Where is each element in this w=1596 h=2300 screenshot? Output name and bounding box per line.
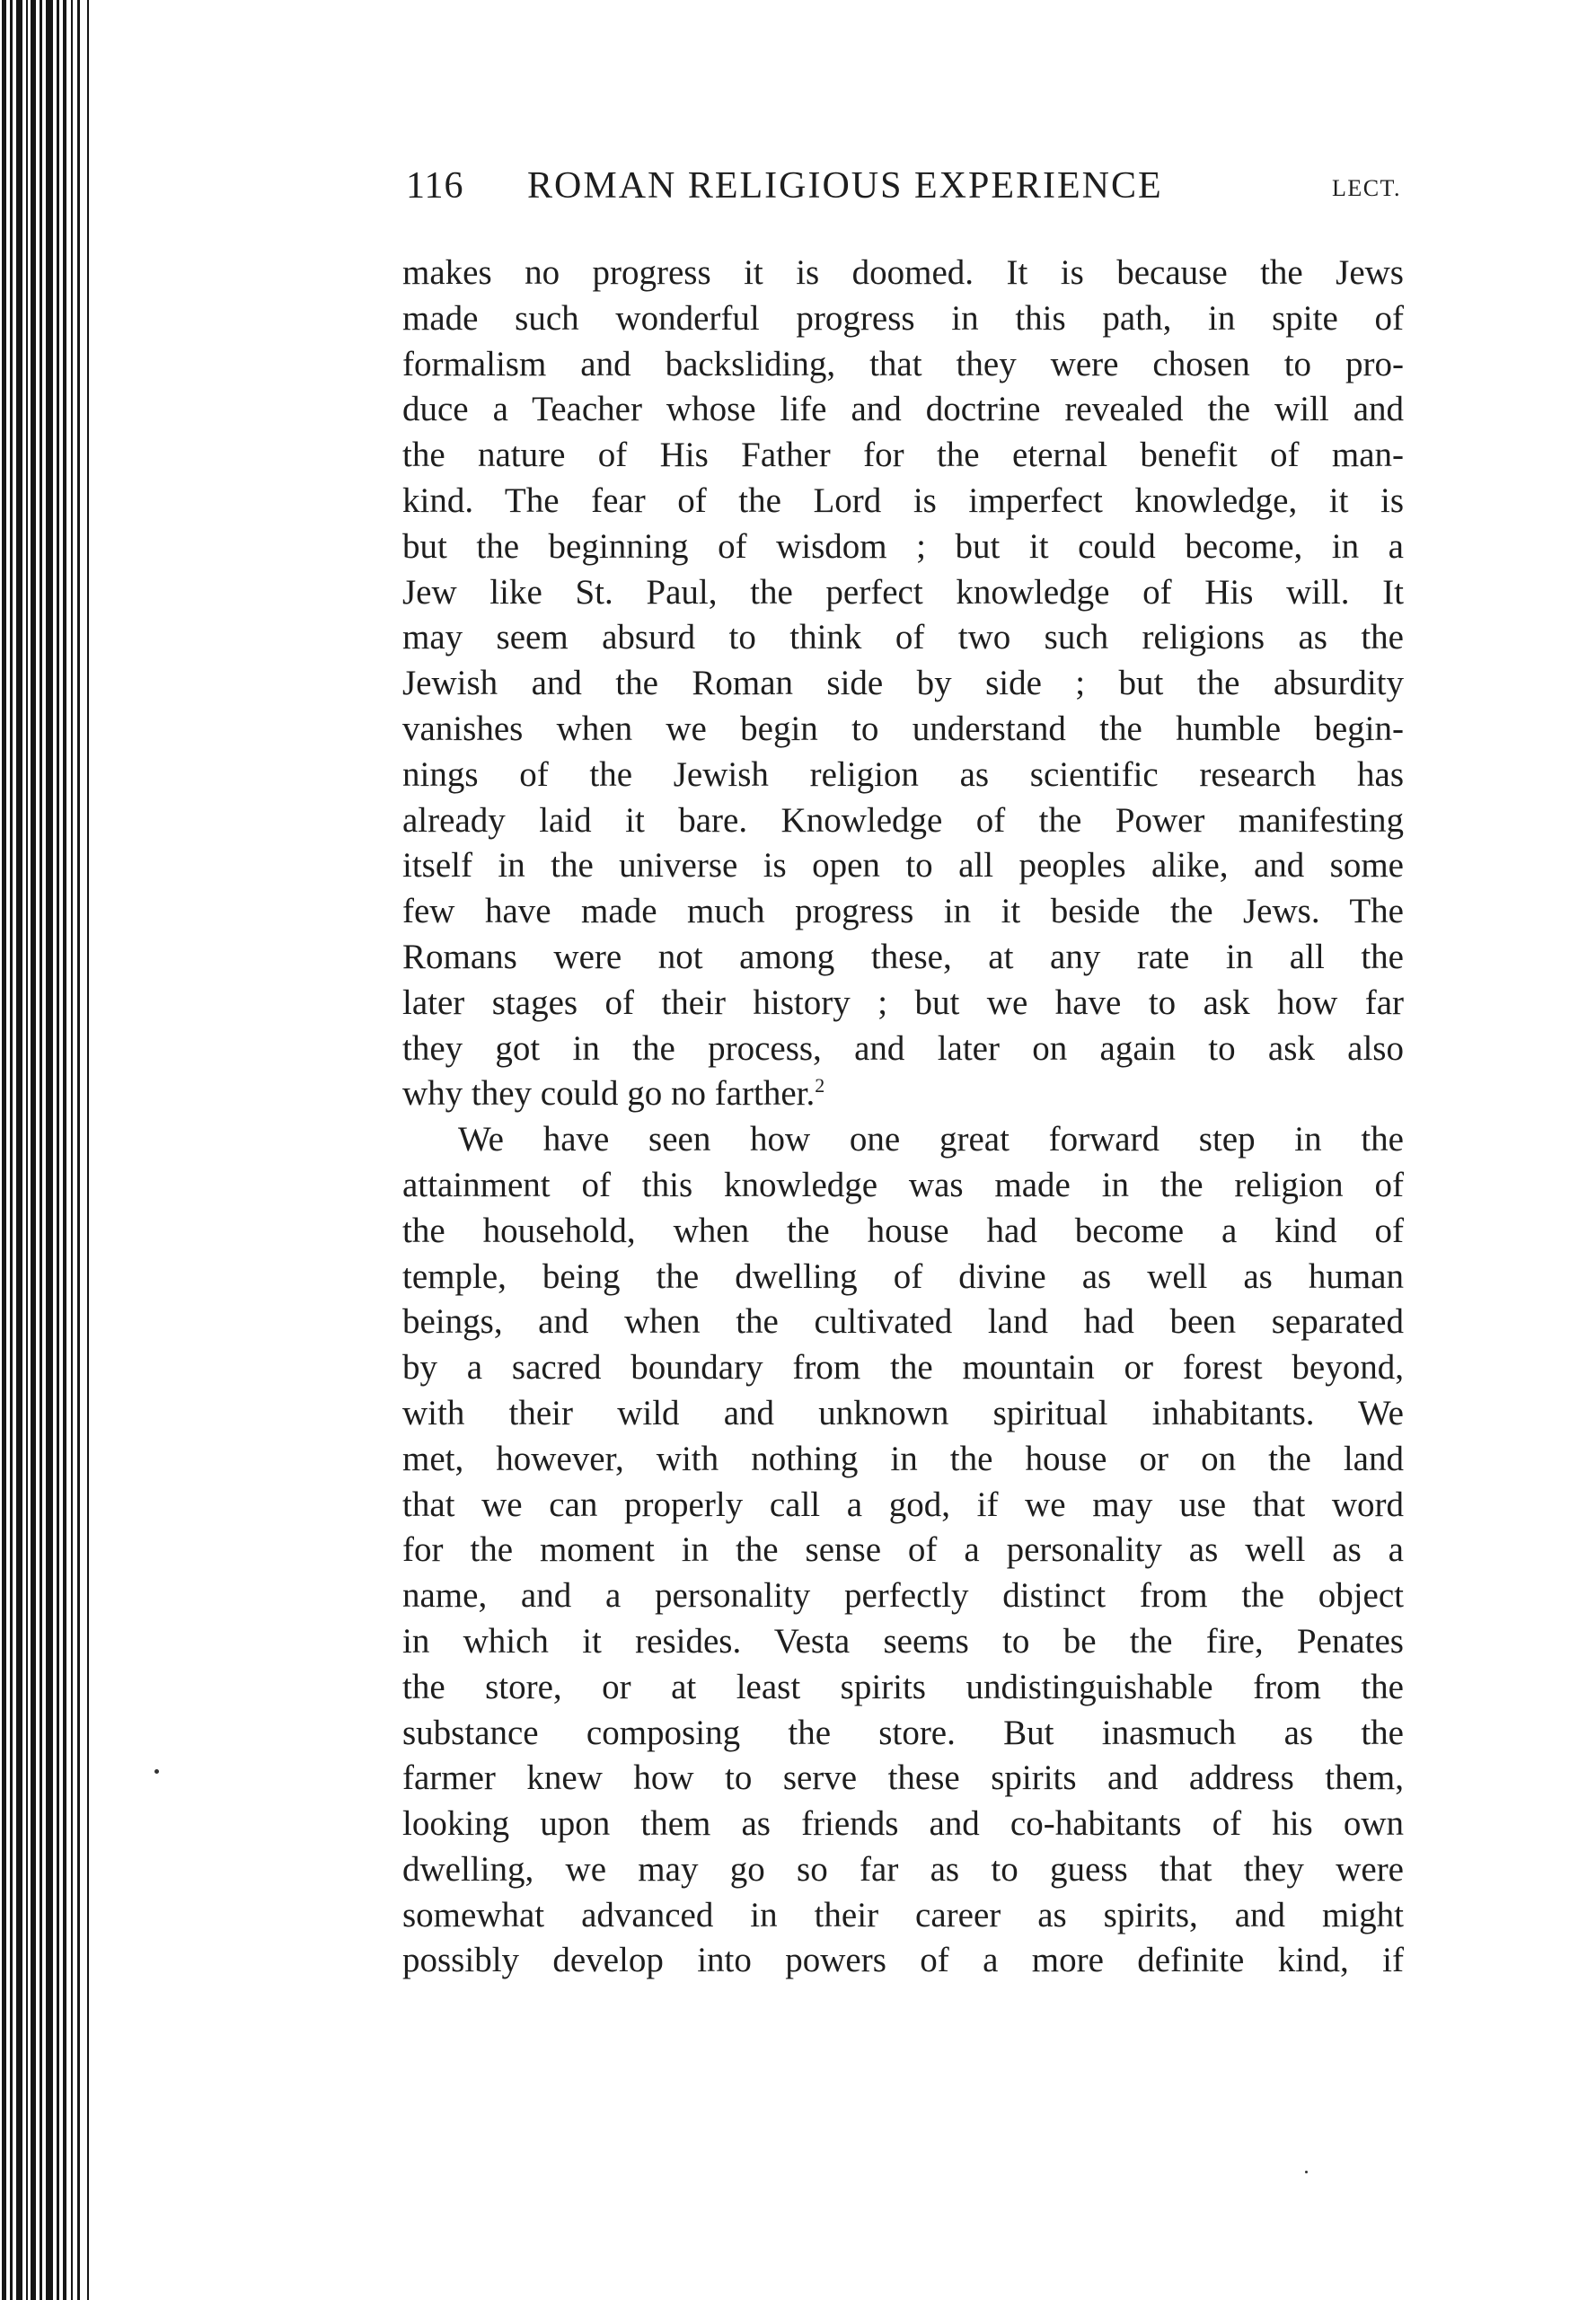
text-line-content: the household, when the house had become a kind of — [402, 1211, 1404, 1250]
text-line — [402, 1255, 1404, 1300]
text-line — [402, 1071, 1404, 1117]
text-line-content: that we can properly call a god, if we may use that word — [402, 1485, 1404, 1524]
text-line — [402, 1893, 1404, 1939]
text-line-content: itself in the universe is open to all peoples alike, and some — [402, 846, 1404, 886]
text-line — [402, 707, 1404, 753]
text-line-content: substance composing the store. But inasmuch as the — [402, 1713, 1404, 1752]
text-line — [402, 1163, 1404, 1209]
text-line — [402, 1300, 1404, 1345]
text-line-content: vanishes when we begin to understand the humble begin- — [402, 709, 1404, 748]
text-line-content: possibly develop into powers of a more definite kind, if — [402, 1941, 1404, 1980]
text-line-content: makes no progress it is doomed. It is because the Jews — [402, 253, 1404, 292]
text-line — [402, 1483, 1404, 1529]
text-line — [402, 1619, 1404, 1665]
text-line — [402, 1209, 1404, 1255]
footnote-marker: 2 — [815, 1074, 825, 1097]
text-line — [402, 753, 1404, 798]
section-marker: LECT. — [1331, 175, 1401, 201]
text-line — [402, 1665, 1404, 1711]
text-line-content: farmer knew how to serve these spirits and address them, — [402, 1758, 1404, 1798]
text-line — [402, 1437, 1404, 1483]
text-line — [402, 1938, 1404, 1984]
text-line-content: in which it resides. Vesta seems to be the fire, Penates — [402, 1621, 1404, 1661]
text-line-content: name, and a personality perfectly distinct from the object — [402, 1576, 1404, 1616]
text-line-content: by a sacred boundary from the mountain or forest beyond, — [402, 1348, 1404, 1388]
text-line — [402, 889, 1404, 935]
text-line-content: duce a Teacher whose life and doctrine revealed the will and — [402, 390, 1404, 429]
text-line-content: already laid it bare. Knowledge of the Power manifesting — [402, 800, 1404, 840]
text-line — [402, 1528, 1404, 1573]
text-line-content: dwelling, we may go so far as to guess that they were — [402, 1849, 1404, 1889]
page-header — [406, 164, 1401, 215]
text-line — [402, 661, 1404, 707]
text-line-content: the nature of His Father for the eternal benefit of man- — [402, 436, 1404, 475]
print-speck — [154, 1769, 159, 1774]
text-line — [402, 1027, 1404, 1072]
text-line — [402, 387, 1404, 433]
text-line-content: met, however, with nothing in the house or on the land — [402, 1439, 1404, 1478]
text-line — [402, 935, 1404, 981]
running-title: ROMAN RELIGIOUS EXPERIENCE — [527, 165, 1163, 207]
text-line-content: formalism and backsliding, that they were chosen to pro- — [402, 344, 1404, 383]
text-line — [402, 1573, 1404, 1619]
text-line-content: kind. The fear of the Lord is imperfect knowledge, it is — [402, 480, 1404, 520]
text-line — [402, 981, 1404, 1027]
text-line — [402, 251, 1404, 296]
body-text — [402, 251, 1404, 1984]
text-line-content: Jewish and the Roman side by side ; but the absurdity — [402, 664, 1404, 703]
text-line — [402, 1711, 1404, 1757]
text-line-content: why they could go no farther. — [402, 1074, 816, 1114]
text-line — [402, 1117, 1404, 1163]
text-line-content: the store, or at least spirits undistinguishable from the — [402, 1667, 1404, 1706]
page-number: 116 — [406, 165, 464, 207]
text-line-content: Jew like St. Paul, the perfect knowledge of His will. It — [402, 572, 1404, 612]
text-line — [402, 1756, 1404, 1802]
text-line-content: made such wonderful progress in this path, in spite of — [402, 298, 1404, 338]
print-speck — [1305, 2171, 1308, 2173]
text-line-content: nings of the Jewish religion as scientific research has — [402, 754, 1404, 794]
text-line-content: attainment of this knowledge was made in the religion of — [402, 1165, 1404, 1204]
text-line-content: with their wild and unknown spiritual inhabitants. We — [402, 1393, 1404, 1432]
text-line — [402, 342, 1404, 388]
text-line — [402, 1847, 1404, 1893]
text-line — [402, 1345, 1404, 1391]
text-line-content: for the moment in the sense of a personality as well as a — [402, 1530, 1404, 1570]
text-line-content: beings, and when the cultivated land had been separated — [402, 1302, 1404, 1342]
page-binding-edge — [0, 0, 94, 2300]
text-line — [402, 524, 1404, 570]
text-line-content: looking upon them as friends and co-habitants of his own — [402, 1804, 1404, 1844]
text-line — [402, 843, 1404, 889]
text-line-content: they got in the process, and later on again to ask also — [402, 1028, 1404, 1068]
text-line — [402, 1391, 1404, 1437]
text-line-content: somewhat advanced in their career as spirits, and might — [402, 1895, 1404, 1934]
text-line — [402, 570, 1404, 616]
text-line-content: Romans were not among these, at any rate in all the — [402, 937, 1404, 976]
text-line-content: but the beginning of wisdom ; but it could become, in a — [402, 526, 1404, 566]
text-line-content: We have seen how one great forward step in the — [458, 1120, 1404, 1159]
text-line — [402, 1802, 1404, 1847]
text-line — [402, 615, 1404, 661]
text-line-content: few have made much progress in it beside the Jews. The — [402, 892, 1404, 931]
text-line — [402, 433, 1404, 479]
text-line — [402, 296, 1404, 342]
text-line-content: later stages of their history ; but we have to ask how far — [402, 983, 1404, 1022]
text-line-content: temple, being the dwelling of divine as well as human — [402, 1256, 1404, 1296]
text-line-content: may seem absurd to think of two such religions as the — [402, 618, 1404, 657]
text-line — [402, 479, 1404, 524]
text-line — [402, 798, 1404, 844]
